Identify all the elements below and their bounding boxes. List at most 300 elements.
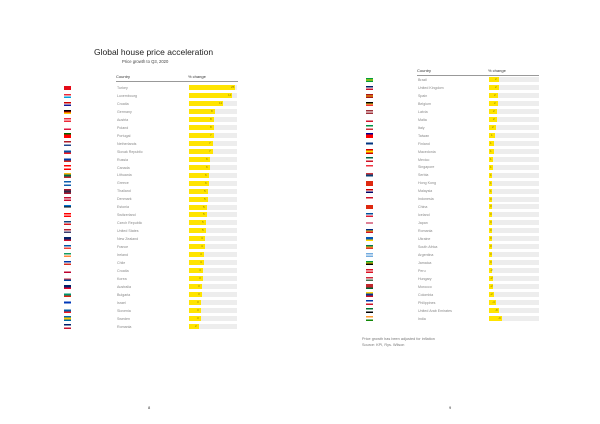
change-value: 3 (198, 291, 200, 296)
change-value: 2 (492, 124, 494, 129)
table-row (300, 156, 600, 163)
country-name: Jamaica (418, 260, 432, 265)
change-bar-track (489, 260, 539, 265)
change-bar-track (189, 125, 237, 130)
change-bar-track (489, 316, 539, 321)
page-title: Global house price acceleration (94, 47, 214, 57)
change-bar-track (189, 109, 237, 114)
country-name: Luxembourg (117, 93, 137, 98)
change-value: -2 (490, 283, 493, 288)
change-value: 11 (219, 101, 223, 106)
change-bar-track (189, 292, 237, 297)
change-bar-track (189, 117, 237, 122)
change-bar-track (189, 276, 237, 281)
country-name: India (418, 316, 426, 321)
country-column-header: Country (116, 74, 131, 79)
change-bar (189, 292, 202, 297)
table-row (300, 84, 600, 91)
country-name: Russia (117, 157, 128, 162)
flag-icon (64, 308, 71, 312)
table-row (300, 92, 600, 99)
footnote-adjustment: Price growth has been adjusted for inflation (362, 337, 435, 341)
flag-icon (64, 213, 71, 217)
table-row (0, 267, 300, 274)
change-bar-track (489, 284, 539, 289)
flag-icon (366, 157, 373, 161)
table-row (0, 172, 300, 179)
page-number-left: 8 (148, 405, 151, 410)
country-name: Argentina (418, 252, 434, 257)
table-row (300, 212, 600, 219)
change-bar-track (489, 149, 539, 154)
change-bar-track (489, 236, 539, 241)
change-value: 2 (494, 93, 496, 98)
change-bar-track (189, 157, 237, 162)
change-value: 0 (490, 220, 492, 225)
country-name: Netherlands (117, 141, 137, 146)
country-name: Switzerland (117, 213, 136, 218)
table-row (0, 315, 300, 322)
change-value: 5 (203, 204, 205, 209)
change-bar (189, 300, 201, 305)
country-name: Korea (117, 276, 127, 281)
country-name: Canada (117, 165, 130, 170)
table-row (0, 140, 300, 147)
table-row (0, 100, 300, 107)
change-value: 4 (201, 236, 203, 241)
change-bar-track (489, 204, 539, 209)
change-value: 0 (490, 252, 492, 257)
change-bar-track (189, 181, 237, 186)
flag-icon (64, 141, 71, 145)
country-name: Turkey (117, 86, 128, 90)
change-bar-track (489, 141, 539, 146)
table-row (0, 307, 300, 314)
flag-icon (366, 277, 373, 281)
table-row (300, 228, 600, 235)
country-name: Slovenia (117, 308, 131, 313)
flag-icon (366, 110, 373, 114)
change-bar-track (189, 260, 237, 265)
country-name: Chile (117, 260, 126, 265)
change-value: -9 (498, 315, 501, 320)
flag-icon (64, 102, 71, 106)
change-bar-track (489, 212, 539, 217)
change-bar-track (489, 85, 539, 90)
country-name: Croatia (117, 268, 129, 273)
country-name: Germany (117, 109, 132, 114)
country-name: France (117, 245, 129, 249)
change-value: 1 (490, 140, 492, 145)
table-row (300, 275, 600, 282)
header-divider-right (417, 75, 539, 76)
flag-icon (366, 213, 373, 217)
flag-icon (64, 118, 71, 122)
change-value: 1 (491, 132, 493, 137)
flag-icon (366, 189, 373, 193)
change-value: 4 (201, 244, 203, 249)
table-row (300, 116, 600, 123)
change-bar-track (489, 101, 539, 106)
flag-icon (366, 197, 373, 201)
country-name: Malaysia (418, 189, 433, 194)
country-name: New Zealand (117, 237, 139, 242)
country-name: Lithuania (117, 173, 132, 178)
table-row (0, 92, 300, 99)
country-name: Japan (418, 221, 428, 226)
country-name: Israel (117, 300, 126, 305)
change-bar-track (189, 141, 237, 146)
page-subtitle: Price growth to Q3, 2020 (122, 59, 169, 64)
flag-icon (64, 316, 71, 320)
country-column-header-right: Country (417, 68, 432, 73)
table-row (0, 85, 300, 92)
flag-icon (366, 253, 373, 257)
change-value: 7 (210, 132, 212, 137)
flag-icon (366, 78, 373, 82)
change-value: 5 (204, 188, 206, 193)
flag-icon (366, 292, 373, 296)
flag-icon (366, 141, 373, 145)
change-value: 6 (205, 180, 207, 185)
change-value: 7 (209, 148, 211, 153)
flag-icon (366, 221, 373, 225)
flag-icon (64, 157, 71, 161)
flag-icon (64, 300, 71, 304)
country-name: United Arab Emirates (418, 308, 452, 313)
table-row (0, 259, 300, 266)
table-row (0, 251, 300, 258)
country-name: Iceland (418, 213, 430, 218)
right-page (300, 0, 600, 424)
country-name: Australia (117, 284, 131, 289)
flag-icon (366, 205, 373, 209)
table-row (300, 307, 600, 314)
change-bar-track (489, 308, 539, 313)
table-row (0, 228, 300, 235)
country-name: South Africa (418, 244, 438, 249)
change-value: 1 (490, 172, 492, 177)
change-value: 4 (200, 260, 202, 265)
change-bar-track (189, 93, 237, 98)
country-name: Latvia (418, 109, 428, 114)
flag-icon (366, 149, 373, 153)
change-bar-track (489, 197, 539, 202)
change-bar-track (189, 165, 237, 170)
table-row (0, 188, 300, 195)
country-name: Italy (418, 125, 425, 130)
table-row (300, 132, 600, 139)
flag-icon (366, 229, 373, 233)
change-bar (189, 324, 199, 329)
flag-icon (366, 102, 373, 106)
flag-icon (64, 229, 71, 233)
change-bar (189, 308, 201, 313)
table-row (0, 299, 300, 306)
country-name: Spain (418, 93, 428, 98)
flag-icon (366, 133, 373, 137)
flag-icon (366, 173, 373, 177)
country-name: Croatia (117, 101, 129, 106)
flag-icon (64, 173, 71, 177)
flag-icon (366, 118, 373, 122)
change-bar-track (489, 252, 539, 257)
country-name: Austria (117, 117, 129, 122)
change-value: 6 (206, 156, 208, 161)
country-name: Macedonia (418, 149, 436, 154)
country-name: United Kingdom (418, 85, 444, 90)
change-bar-track (189, 149, 237, 154)
flag-icon (366, 125, 373, 129)
table-row (0, 108, 300, 115)
flag-icon (64, 94, 71, 98)
change-value: -2 (490, 276, 493, 281)
change-bar-track (489, 228, 539, 233)
change-bar-track (489, 244, 539, 249)
flag-icon (64, 269, 71, 273)
flag-icon (64, 237, 71, 241)
country-name: Bulgaria (117, 292, 131, 297)
change-value: -2 (490, 291, 493, 296)
flag-icon (64, 324, 71, 328)
country-name: United States (117, 229, 139, 234)
change-value: 5 (202, 220, 204, 225)
change-bar-track (489, 189, 539, 194)
change-value: 0 (490, 260, 492, 265)
change-value: 6 (206, 164, 208, 169)
change-bar-track (489, 109, 539, 114)
flag-icon (64, 253, 71, 257)
change-bar-track (189, 189, 237, 194)
change-value: 7 (209, 140, 211, 145)
country-name: Peru (418, 268, 426, 273)
country-name: Ukraine (418, 237, 431, 241)
change-bar-track (189, 236, 237, 241)
change-bar-track (489, 117, 539, 122)
country-name: Taiwan (418, 133, 430, 138)
change-value: 1 (490, 164, 492, 169)
table-row (0, 180, 300, 187)
change-value: 3 (197, 299, 199, 304)
country-name: Portugal (117, 133, 131, 138)
change-value: 2 (195, 323, 197, 328)
table-row (300, 220, 600, 227)
flag-icon (64, 149, 71, 153)
change-bar-track (489, 276, 539, 281)
change-bar-track (189, 228, 237, 233)
country-name: Ireland (117, 252, 128, 257)
table-row (300, 315, 600, 322)
change-value: 3 (198, 284, 200, 289)
change-value: 1 (490, 188, 492, 193)
page-number-right: 9 (449, 405, 452, 410)
change-bar-track (189, 85, 237, 90)
change-bar-track (489, 157, 539, 162)
flag-icon (64, 285, 71, 289)
change-bar-track (189, 308, 237, 313)
change-bar-track (489, 173, 539, 178)
table-row (300, 251, 600, 258)
table-row (0, 323, 300, 330)
country-name: Hungary (418, 276, 432, 281)
change-value: 3 (197, 307, 199, 312)
change-bar-track (189, 268, 237, 273)
change-bar (189, 85, 235, 90)
change-bar-track (189, 101, 237, 106)
footnote-source: Source: KPI, Rys. Wilson (362, 343, 405, 347)
flag-icon (366, 316, 373, 320)
change-value: 2 (493, 109, 495, 114)
table-row (300, 140, 600, 147)
table-row (0, 212, 300, 219)
change-value: 3 (199, 276, 201, 281)
change-value: 1 (490, 180, 492, 185)
table-row (300, 180, 600, 187)
table-row (300, 267, 600, 274)
flag-icon (366, 94, 373, 98)
change-bar-track (489, 125, 539, 130)
change-bar-track (189, 244, 237, 249)
flag-icon (64, 133, 71, 137)
country-name: Sweden (117, 316, 130, 321)
change-bar (189, 316, 201, 321)
country-name: Serbia (418, 173, 429, 178)
change-value: 0 (490, 212, 492, 217)
table-row (300, 164, 600, 171)
flag-icon (64, 165, 71, 169)
country-name: Singapore (418, 165, 435, 170)
table-row (0, 148, 300, 155)
change-bar (189, 101, 223, 106)
country-name: Thailand (117, 189, 131, 194)
flag-icon (64, 126, 71, 130)
change-value: 5 (202, 228, 204, 233)
table-row (0, 275, 300, 282)
country-name: Denmark (117, 197, 132, 202)
country-name: Romania (418, 229, 433, 234)
table-row (300, 243, 600, 250)
table-row (300, 283, 600, 290)
country-name: Indonesia (418, 197, 434, 202)
change-bar-track (189, 173, 237, 178)
country-name: Estonia (117, 205, 129, 210)
table-row (0, 116, 300, 123)
change-value: 0 (490, 236, 492, 241)
change-bar (489, 77, 499, 82)
header-divider (116, 81, 238, 82)
change-value: -8 (495, 307, 498, 312)
table-row (300, 299, 600, 306)
change-value: 1 (490, 148, 492, 153)
flag-icon (64, 221, 71, 225)
change-bar-track (489, 268, 539, 273)
flag-icon (366, 269, 373, 273)
change-bar-track (189, 220, 237, 225)
change-bar-track (489, 165, 539, 170)
flag-icon (366, 308, 373, 312)
flag-icon (64, 205, 71, 209)
table-row (0, 204, 300, 211)
table-row (300, 196, 600, 203)
change-bar-track (489, 300, 539, 305)
change-value: 3 (197, 315, 199, 320)
flag-icon (366, 86, 373, 90)
flag-icon (366, 261, 373, 265)
flag-icon (64, 261, 71, 265)
flag-icon (366, 284, 373, 288)
table-row (300, 77, 600, 84)
change-bar-track (189, 316, 237, 321)
change-bar-track (189, 300, 237, 305)
table-row (300, 188, 600, 195)
country-name: Brazil (418, 78, 427, 82)
flag-icon (64, 181, 71, 185)
table-row (300, 100, 600, 107)
change-value: 2 (493, 117, 495, 122)
table-row (0, 291, 300, 298)
table-row (300, 172, 600, 179)
flag-icon (366, 300, 373, 304)
flag-icon (64, 292, 71, 296)
table-row (300, 108, 600, 115)
country-name: Colombia (418, 292, 434, 297)
change-value: -4 (492, 299, 495, 304)
table-row (300, 124, 600, 131)
table-row (0, 244, 300, 251)
change-bar-track (189, 324, 237, 329)
change-value: 0 (490, 196, 492, 201)
table-row (0, 124, 300, 131)
country-name: Morocco (418, 284, 432, 289)
table-row (300, 291, 600, 298)
table-row (300, 259, 600, 266)
change-bar (189, 93, 232, 98)
country-name: Slovak Republic (117, 149, 143, 154)
change-bar-track (189, 197, 237, 202)
table-row (0, 236, 300, 243)
change-bar-track (189, 284, 237, 289)
table-row (0, 283, 300, 290)
change-value: 0 (490, 204, 492, 209)
flag-icon (64, 277, 71, 281)
change-value: 6 (205, 172, 207, 177)
change-value: 2 (495, 85, 497, 90)
flag-icon (366, 181, 373, 185)
flag-icon (64, 110, 71, 114)
country-name: Greece (117, 181, 129, 186)
country-name: Philippines (418, 300, 436, 305)
change-value: 14 (228, 93, 232, 98)
country-name: Malta (418, 117, 427, 122)
change-value: 0 (490, 228, 492, 233)
change-value: 2 (495, 77, 497, 82)
country-name: Romania (117, 324, 132, 329)
country-name: Finland (418, 141, 430, 146)
change-bar-track (189, 205, 237, 210)
flag-icon (64, 189, 71, 193)
change-bar-track (489, 77, 539, 82)
flag-icon (64, 86, 71, 90)
change-value: 2 (494, 101, 496, 106)
table-row (0, 156, 300, 163)
change-value: 5 (203, 212, 205, 217)
table-row (0, 220, 300, 227)
change-value: 25 (231, 85, 235, 90)
country-name: China (418, 205, 428, 210)
flag-icon (366, 245, 373, 249)
change-value: 8 (210, 125, 212, 130)
change-value: 8 (210, 117, 212, 122)
